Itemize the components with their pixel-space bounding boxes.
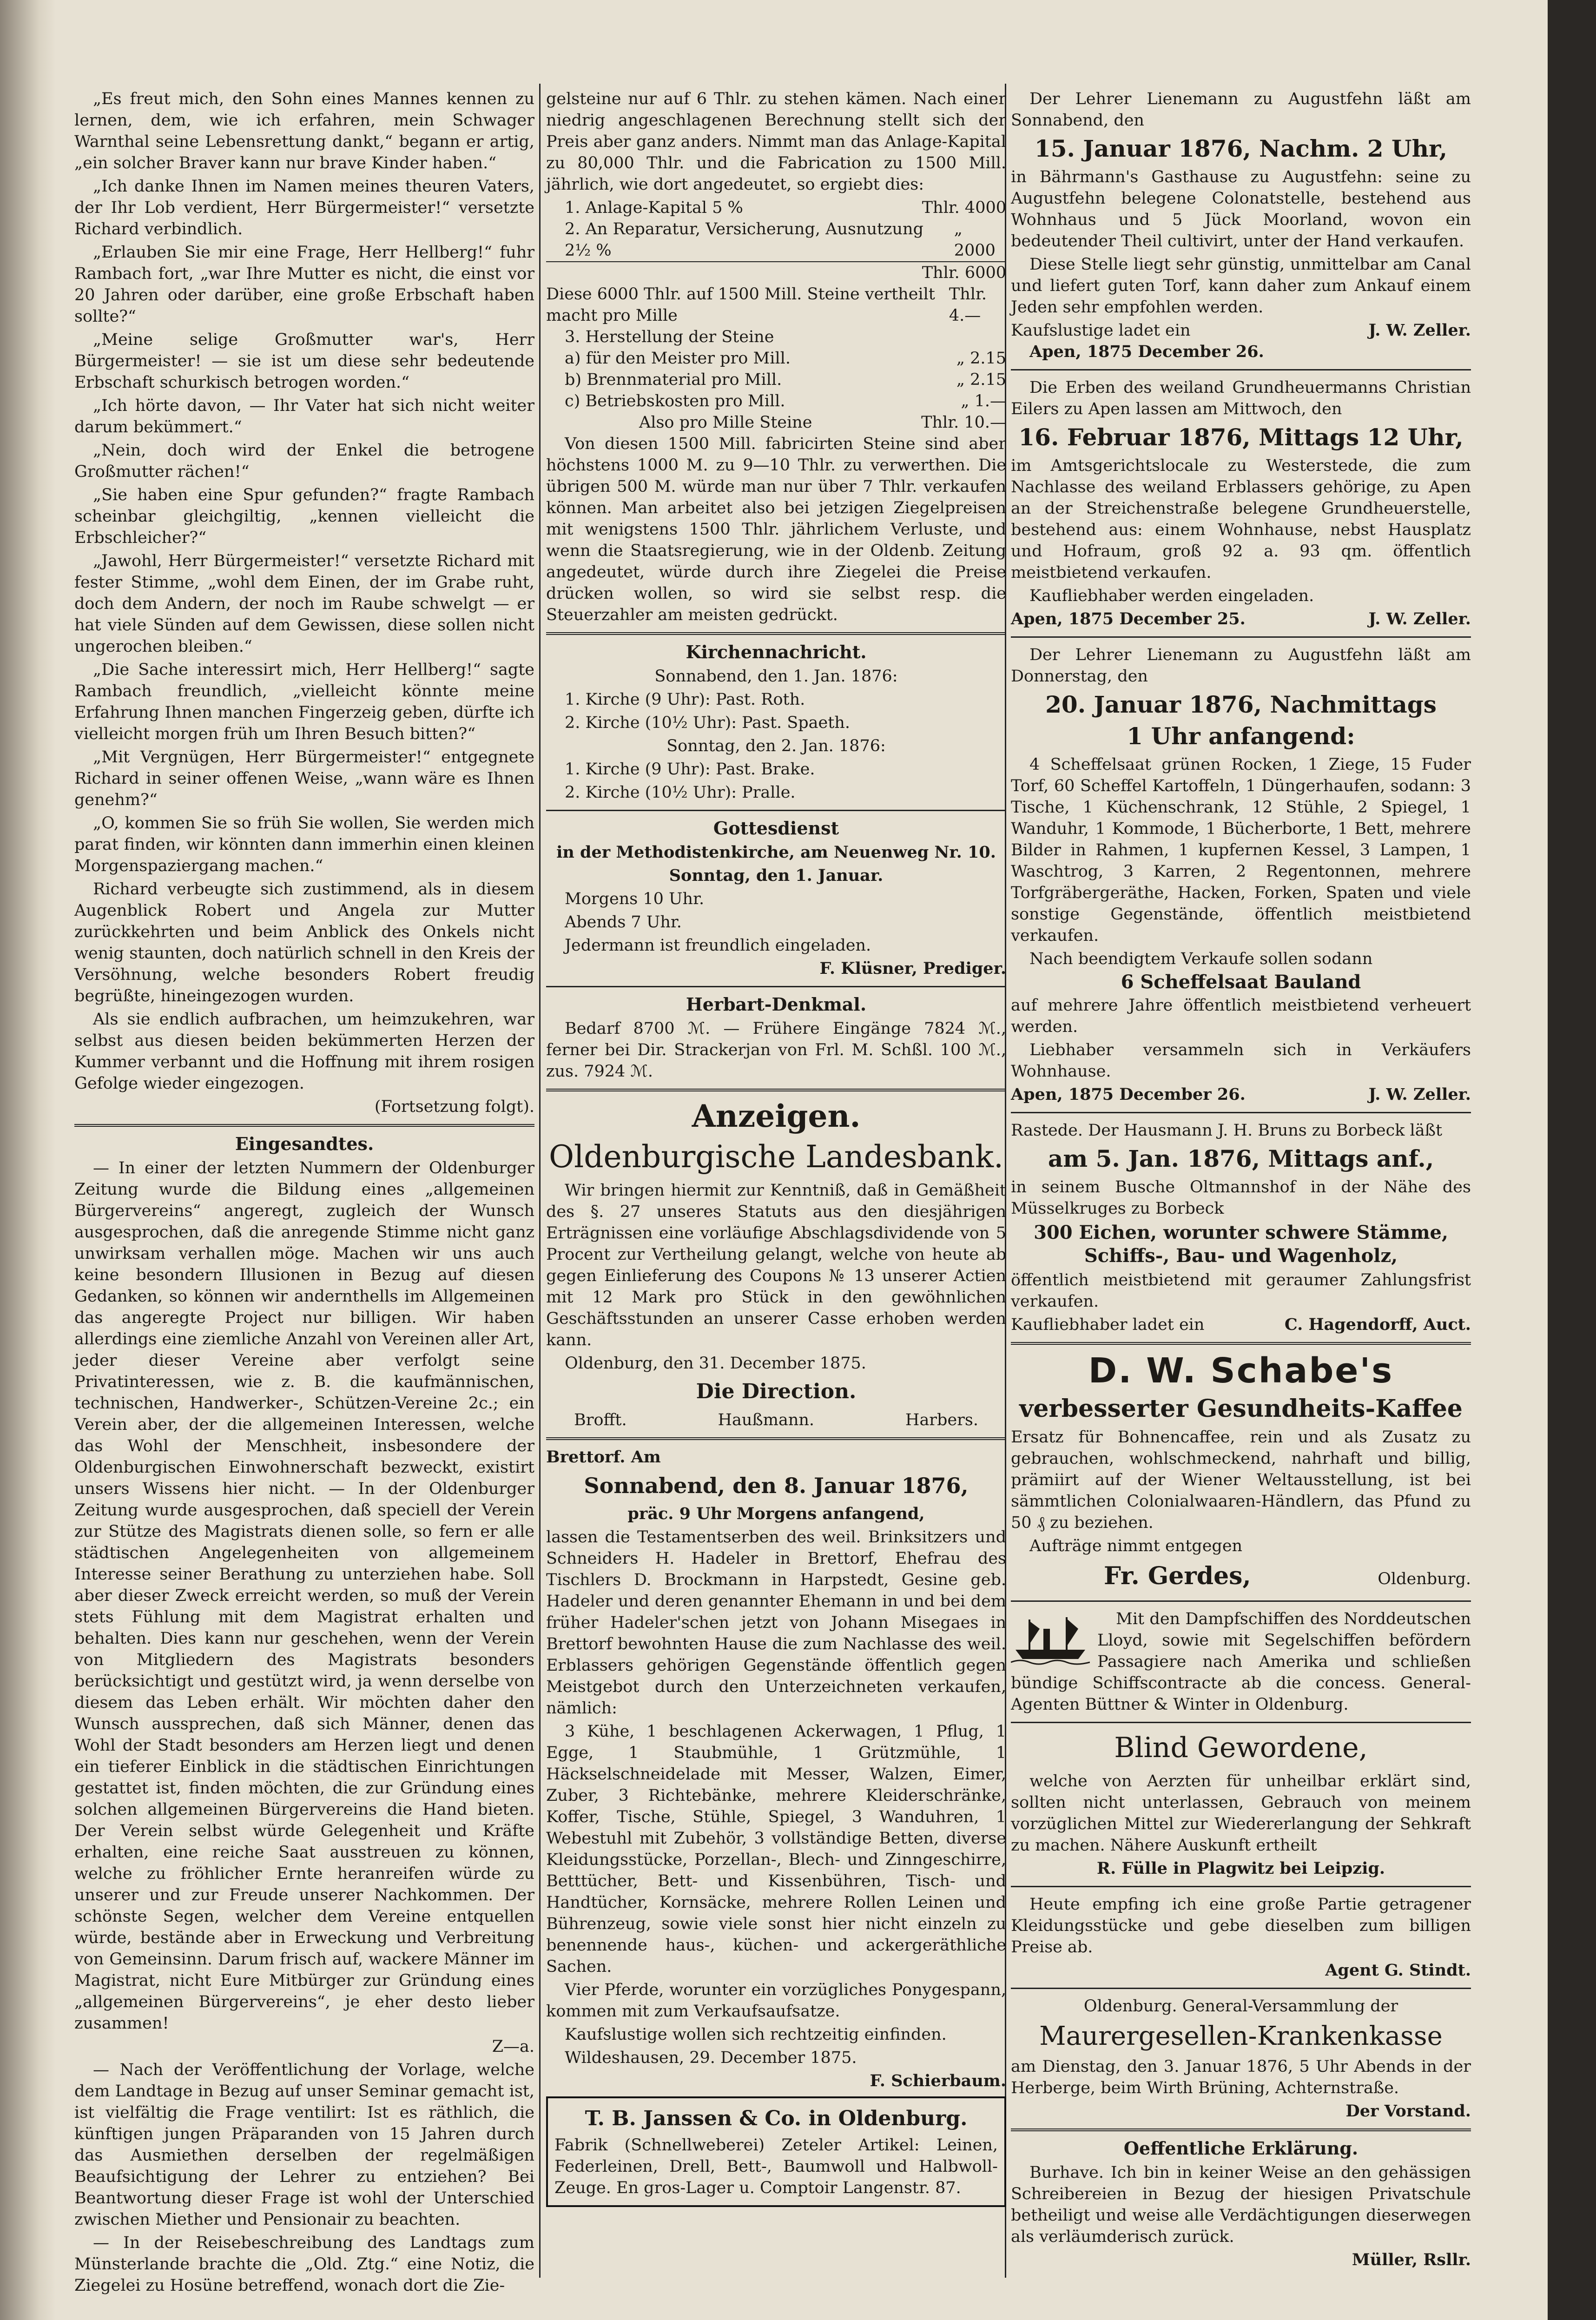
signature-label: Kaufliebhaber ladet ein (1011, 1315, 1205, 1334)
story-paragraph: „Die Sache interessirt mich, Herr Hellberg!“ sagte Rambach freundlich, „vielleicht könnte meine Erfahrung Ihnen manchen Fingerzeig geben, dürfte ich vielleicht morgen früh um Ihren Besuch bitten?“ (74, 661, 534, 743)
schabe-text: Ersatz für Bohnencaffee, rein und als Zusatz zu gebrauchen, wohlschmeckend, nahrhaft und billig, prämiirt auf der Wiener Weltausstellung, ist bei sämmtlichen Colonialwaaren-Händlern, das Pfund zu 50 ₰ zu beziehen. (1011, 1428, 1471, 1532)
rastede-head: Rastede. Der Hausmann J. H. Bruns zu Borbeck läßt (1011, 1121, 1443, 1140)
calc-row (546, 348, 1006, 369)
calc-row (546, 412, 1006, 433)
gottesdienst-line: Morgens 10 Uhr. (565, 890, 705, 908)
brettorf-items: 3 Kühe, 1 beschlagenen Ackerwagen, 1 Pflug, 1 Egge, 1 Staubmühle, 1 Grützmühle, 1 Häckselschneidelade mit Messer, Walzen, Eimer, Zuber, 3 Richtebänke, mehrere Kleiderschränke, Koffer, Tische, Stühle, Spiegel, 3 Wanduhren, 1 Webestuhl mit Zubehör, 3 vollständige Betten, diverse Kleidungsstücke, Porzellan-, Blech- und Zinngeschirre, Betttücher, Bett- und Kissenbühren, Tisch- und Handtücher, Kornsäcke, mehrere Rollen Leinen und Bührenzeug, sowie viele sonst hier nicht einzeln zu benennende haus-, küchen- und ackergeräthliche Sachen. (546, 1722, 1006, 1976)
lienemann2-items: 4 Scheffelsaat grünen Rocken, 1 Ziege, 15 Fuder Torf, 60 Scheffel Kartoffeln, 1 Düngerhaufen, sodann: 3 Tische, 1 Küchenschrank, 12 Stühle, 2 Spiegel, 1 Wanduhr, 1 Kommode, 1 Bücherborte, 1 Bett, mehrere Bilder in Rahmen, 1 kupfernen Kessel, 3 Lampen, 1 Waschtrog, 3 Karren, 2 Regentonnen, mehrere Torfgräbergeräthe, Hacken, Forken, Spaten und viele sonstige Gegenstände, öffentlich meistbietend verkaufen. (1011, 755, 1471, 945)
story-paragraph: „Erlauben Sie mir eine Frage, Herr Hellberg!“ fuhr Rambach fort, „war Ihre Mutter es nicht, die einst vor 20 Jahren oder darüber, eine große Erbschaft haben sollte?“ (74, 243, 534, 326)
signature-name: C. Hagendorff, Auct. (1284, 1315, 1471, 1334)
story-paragraph: Als sie endlich aufbrachen, um heimzukehren, war selbst aus diesen beiden bekümmerten Herzen der Kummer verbannt und die Hoffnung mit ihrem rosigen Gefolge wieder eingezogen. (74, 1010, 534, 1093)
story-paragraph: „O, kommen Sie so früh Sie wollen, Sie werden mich parat finden, wir könnten dann immerhin einen kleinen Morgenspaziergang machen.“ (74, 814, 534, 875)
signatory-name: Harbers. (905, 1411, 978, 1429)
gottesdienst-signature: F. Klüsner, Prediger. (819, 959, 1006, 978)
calc-label: 2. An Reparatur, Versicherung, Ausnutzung 2½ % (565, 220, 923, 260)
gerdes-row (1011, 1559, 1471, 1594)
brettorf-text: lassen die Testamentserben des weil. Brinksitzers und Schneiders H. Hadeler in Brettorf, Ehefrau des Tischlers D. Brockmann in Harpstedt, Gesine geb. Hadeler und deren genannter Ehemann in und bei dem früher Hadeler'schen jetzt von Johann Misegaes in Brettorf bewohnten Hause die zum Nachlasse des weil. Erblassers gehörigen Gegenstände öffentlich gegen Meistgebot durch den Unterzeichneten verkaufen, nämlich: (546, 1528, 1006, 1718)
calc-value: Thlr. 10.— (921, 413, 1006, 432)
eilers-signature-row (1011, 608, 1471, 630)
section-rule (1011, 1112, 1471, 1113)
section-rule (546, 1437, 1006, 1440)
calc-row (546, 197, 1006, 218)
gottesdienst-place: in der Methodistenkirche, am Neuenweg Nr. 10. (556, 843, 996, 862)
signatory-name: Haußmann. (718, 1411, 815, 1429)
lienemann2-meet: Liebhaber versammeln sich in Verkäufers Wohnhause. (1011, 1041, 1471, 1081)
story-paragraph: „Mit Vergnügen, Herr Bürgermeister!“ entgegnete Richard in seiner offenen Weise, „wann wäre es Ihnen genehm?“ (74, 748, 534, 809)
rastede-text: öffentlich meistbietend mit geraumer Zahlungsfrist verkaufen. (1011, 1271, 1471, 1311)
calc-label: 1. Anlage-Kapital 5 % (565, 198, 743, 217)
erklaerung-signature: Müller, Rsllr. (1352, 2250, 1471, 2269)
landesbank-title: Oldenburgische Landesbank. (548, 1139, 1003, 1175)
gottesdienst-heading: Gottesdienst (713, 818, 839, 839)
lienemann-date: 15. Januar 1876, Nachm. 2 Uhr, (1034, 135, 1448, 162)
signature-label: Kaufslustige ladet ein (1011, 321, 1191, 340)
herbart-text: Bedarf 8700 ℳ. — Frühere Eingänge 7824 ℳ., ferner bei Dir. Strackerjan von Frl. M. Schßl. 100 ℳ., zus. 7924 ℳ. (546, 1019, 1006, 1081)
eingesandtes-paragraph: — In der Reisebeschreibung des Landtags zum Münsterlande brachte die „Old. Ztg.“ eine Notiz, die Ziegelei zu Hosüne betreffend, wonach dort die Zie- (74, 2234, 534, 2295)
janssen-title: T. B. Janssen & Co. in Oldenburg. (585, 2107, 968, 2130)
gerdes-name: Fr. Gerdes, (1104, 1562, 1251, 1590)
story-paragraph: „Nein, doch wird der Enkel die betrogene Großmutter rächen!“ (74, 441, 534, 481)
calc-row (546, 218, 1006, 261)
church-line: 1. Kirche (9 Uhr): Past. Roth. (565, 690, 805, 709)
calc-label: Diese 6000 Thlr. auf 1500 Mill. Steine vertheilt macht pro Mille (546, 285, 935, 325)
signatory-name: Brofft. (574, 1411, 627, 1429)
stindt-text: Heute empfing ich eine große Partie getragener Kleidungsstücke und gebe dieselben zum billigen Preise ab. (1011, 1895, 1471, 1956)
eingesandtes-paragraph: — Nach der Veröffentlichung der Vorlage, welche dem Landtage in Bezug auf unser Seminar gemacht ist, ist vielfältig die Frage ventilirt: Ist es räthlich, die künftigen jungen Präparanden von 15 Jahren durch das Ausmiethen derselben der regelmäßigen Beaufsichtigung der Lehrer zu entziehen? Bei Beantwortung dieser Frage ist wohl der Unterschied zwischen Miether und Pensionair zu beachten. (74, 2061, 534, 2229)
section-rule (1011, 1988, 1471, 1989)
calc-row (546, 284, 1006, 326)
column-rule (539, 84, 541, 2278)
gottesdienst-line: Jedermann ist freundlich eingeladen. (565, 936, 871, 955)
page-fold-shadow (0, 0, 56, 2320)
lienemann-place: Apen, 1875 December 26. (1029, 342, 1264, 361)
kirchennachricht-heading: Kirchennachricht. (686, 641, 867, 662)
gerdes-place: Oldenburg. (1378, 1570, 1471, 1588)
calc-label: Also pro Mille Steine (639, 413, 812, 432)
calc-label: 3. Herstellung der Steine (565, 328, 774, 346)
lienemann2-after: Nach beendigtem Verkaufe sollen sodann (1029, 950, 1373, 968)
lienemann2-date: 20. Januar 1876, Nachmittags (1045, 691, 1437, 718)
rastede-items: 300 Eichen, worunter schwere Stämme, Schiffs-, Bau- und Wagenholz, (1034, 1222, 1448, 1267)
eingesandtes-paragraph: — In einer der letzten Nummern der Oldenburger Zeitung wurde die Bildung eines „allgemeinen Bürgervereins“ angeregt, zugleich der Wunsch ausgesprochen, daß die anregende Stimme nicht ganz unwirksam verhallen möge. Machen wir uns auch keine besondern Illusionen in Bezug auf diesen Gedanken, so können wir andernthells im Allgemeinen das angeregte Project nur billigen. Wir haben allerdings eine ziemliche Anzahl von Vereinen aller Art, jeder dieser Vereine aber verfolgt seine Privatinteressen, wie z. B. die kaufmännischen, technischen, Handwerker-, Schützen-Vereine 2c.; ein Verein aber, der die allgemeinen Interessen, welche das Wohl der Menschheit, insbesondere der Oldenburgischen Einwohnerschaft bezweckt, existirt unsers Wissens hier nicht. — In der Oldenburger Zeitung wurde ausgesprochen, daß speciell der Verein zur Stütze des Magistrats dienen solle, so fern er alle städtischen Angelegenheiten von allgemeinem Interesse seiner Berathung zu unterziehen habe. Soll aber dieser Zweck erreicht werden, so muß der Verein stets Fühlung mit dem Magistrat erhalten und behalten. Dies kann nur geschehen, wenn der Verein von Mitgliedern des Magistrats besonders berücksichtigt und gestützt wird, ja wenn derselbe von diesem das Leben erhält. Wir möchten daher den Wunsch aussprechen, daß sich Männer, denen das Wohl der Stadt besonders am Herzen liegt und denen ein tieferer Einblick in die städtischen Einrichtungen gestattet ist, finden möchten, die zur Gründung eines solchen allgemeinen Bürgervereins die Hand bieten. Der Verein selbst würde Gelegenheit und Kräfte erhalten, eine reiche Saat ausstreuen zu können, welche zu fröhlicher Ernte heranreifen würde zu unserer und zur Freude unserer Nachkommen. Der schönste Segen, welcher dem Vereine entquellen würde, bestände aber in Erweckung und Verbreitung von Gemeinsinn. Darum frisch auf, wackere Männer im Magistrat, nicht Eure Mitbürger zur Gründung eines „allgemeinen Bürgervereins“, je eher desto lieber zusammen! (74, 1159, 534, 2033)
book-edge (1548, 0, 1596, 2320)
calc-value: „ 2.15 (956, 349, 1006, 368)
section-rule (1011, 1722, 1471, 1723)
lienemann2-head: Der Lehrer Lienemann zu Augustfehn läßt am Donnerstag, den (1011, 646, 1471, 686)
calc-value: Thlr. 4.— (949, 285, 987, 325)
church-line: 2. Kirche (10½ Uhr): Pralle. (565, 783, 796, 802)
story-paragraph: „Jawohl, Herr Bürgermeister!“ versetzte Richard mit fester Stimme, „wohl dem Einen, der im Grabe ruht, doch dem Andern, der noch im Raube schwelgt — er hat viele Sünden auf dem Gewissen, diese sollen nicht ungerochen bleiben.“ (74, 552, 534, 656)
section-rule (1011, 636, 1471, 638)
maurer-title: Maurergesellen-Krankenkasse (1039, 2021, 1443, 2051)
brettorf-horses: Vier Pferde, worunter ein vorzügliches Ponygespann, kommen mit zum Verkaufsaufsatze. (546, 1981, 1006, 2021)
calc-label: b) Brennmaterial pro Mill. (565, 370, 782, 389)
column-2 (546, 88, 1006, 2212)
calc-row (546, 261, 1006, 284)
ziegelei-text: gelsteine nur auf 6 Thlr. zu stehen kämen. Nach einer niedrig angeschlagenen Berechnung stellt sich der Preis aber ganz anders. Nimmt man das Anlage-Kapital zu 80,000 Thlr. und die Fabrication zu 1500 Mill. jährlich, wie dort angedeutet, so ergiebt dies: (546, 90, 1006, 194)
rastede-text: in seinem Busche Oltmannshof in der Nähe des Müsselkruges zu Borbeck (1011, 1178, 1471, 1218)
lienemann2-time: 1 Uhr anfangend: (1127, 722, 1355, 750)
landesbank-names (546, 1409, 1006, 1431)
eilers-text: Die Erben des weiland Grundheuermanns Christian Eilers zu Apen lassen am Mittwoch, den (1011, 378, 1471, 418)
signature-name: J. W. Zeller. (1368, 609, 1471, 628)
calculation-table (546, 197, 1006, 433)
church-line: Sonntag, den 2. Jan. 1876: (666, 737, 886, 755)
calc-value: „ 2.15 (956, 370, 1006, 389)
calc-row (546, 326, 1006, 348)
signature-name: J. W. Zeller. (1368, 321, 1471, 340)
gerdes-pre: Aufträge nimmt entgegen (1029, 1537, 1243, 1555)
janssen-text: Fabrik (Schnellweberei) Zeteler Artikel: Leinen, Federleinen, Drell, Bett-, Baumwoll und Halbwoll-Zeuge. En gros-Lager u. Comptoir Langenstr. 87. (554, 2136, 998, 2197)
section-rule (1011, 1600, 1471, 1602)
janssen-advert (546, 2096, 1006, 2207)
story-paragraph: „Meine selige Großmutter war's, Herr Bürgermeister! — sie ist um diese sehr bedeutende Erbschaft schurkisch betrogen worden.“ (74, 330, 534, 392)
serial-story (74, 88, 534, 1117)
section-rule (1011, 1342, 1471, 1345)
calc-value: Thlr. 4000 (922, 198, 1006, 217)
lienemann-signature-row (1011, 320, 1471, 341)
eilers-close: Kaufliebhaber werden eingeladen. (1029, 587, 1314, 605)
gottesdienst-date: Sonntag, den 1. Januar. (669, 866, 884, 885)
church-line: 2. Kirche (10½ Uhr): Past. Spaeth. (565, 714, 850, 732)
stindt-signature: Agent G. Stindt. (1325, 1961, 1471, 1980)
church-line: Sonnabend, den 1. Jan. 1876: (654, 667, 898, 686)
gottesdienst-line: Abends 7 Uhr. (565, 913, 682, 932)
calc-label: c) Betriebskosten pro Mill. (565, 392, 785, 410)
section-rule (546, 986, 1006, 987)
section-rule (1011, 2128, 1471, 2131)
story-continuation: (Fortsetzung folgt). (374, 1097, 534, 1116)
lienemann-text: in Bährmann's Gasthause zu Augustfehn: seine zu Augustfehn belegene Colonatstelle, bestehend aus Wohnhaus und 5 Jück Moorland, wovon ein bedeutender Theil cultivirt, unter der Hand verkaufen. (1011, 168, 1471, 251)
brettorf-place: Wildeshausen, 29. December 1875. (565, 2049, 857, 2067)
eingesandtes-signature: Z—a. (492, 2037, 534, 2056)
signature-name: J. W. Zeller. (1368, 1085, 1471, 1104)
section-rule (74, 1124, 534, 1127)
blind-title: Blind Gewordene, (1114, 1732, 1368, 1764)
lienemann2-signature-row (1011, 1084, 1471, 1105)
story-paragraph: „Es freut mich, den Sohn eines Mannes kennen zu lernen, dem, wie ich erfahren, mein Schwager Warnthal seine Lebensrettung dankt,“ begann er artig, „ein solcher Braver kann nur brave Kinder haben.“ (74, 90, 534, 172)
erklaerung-heading: Oeffentliche Erklärung. (1123, 2138, 1359, 2159)
calc-value: Thlr. 6000 (922, 264, 1006, 282)
brettorf-date: Sonnabend, den 8. Januar 1876, (584, 1473, 969, 1498)
eilers-date: 16. Februar 1876, Mittags 12 Uhr, (1018, 423, 1464, 451)
lienemann2-saat-text: auf mehrere Jahre öffentlich meistbietend verheuert werden. (1011, 996, 1471, 1036)
maurer-head: Oldenburg. General-Versammlung der (1083, 1997, 1398, 2016)
landesbank-text: Wir bringen hiermit zur Kenntniß, daß in Gemäßheit des §. 27 unseres Statuts aus den diesjährigen Erträgnissen eine vorläufige Abschlagsdividende von 5 Procent zur Vertheilung gelangt, welche von heute ab gegen Einlieferung des Coupons № 13 unserer Actien mit 12 Mark pro Stück in den gewöhnlichen Geschäftsstunden an unserer Casse erhoben werden kann. (546, 1181, 1006, 1349)
church-line: 1. Kirche (9 Uhr): Past. Brake. (565, 760, 815, 779)
brettorf-head: Brettorf. Am (546, 1448, 661, 1467)
eilers-text: im Amtsgerichtslocale zu Westerstede, die zum Nachlasse des weiland Erblassers gehörige, zu Apen an der Streichenstraße belegene Grundheuerstelle, bestehend aus: einem Wohnhause, nebst Hausplatz und Hofraum, groß 92 a. 93 qm. öffentlich meistbietend verkaufen. (1011, 456, 1471, 582)
story-paragraph: „Sie haben eine Spur gefunden?“ fragte Rambach scheinbar gleichgiltig, „kennen vielleicht die Erbschleicher?“ (74, 486, 534, 547)
story-paragraph: Richard verbeugte sich zustimmend, als in diesem Augenblick Robert und Angela zur Mutter zurückkehrten und beim Anblick des Onkels nicht wenig staunten, doch natürlich schnell in den Kreis der Versöhnung, welche besonders Robert freudig begrüßte, hineingezogen wurden. (74, 880, 534, 1005)
section-rule (546, 632, 1006, 635)
landesbank-direction: Die Direction. (696, 1380, 857, 1403)
section-rule (1011, 369, 1471, 370)
lienemann-text: Diese Stelle liegt sehr günstig, unmittelbar am Canal und liefert guten Torf, kann daher zum Ankauf einem Jeden sehr empfohlen werden. (1011, 255, 1471, 317)
ziegelei-conclusion: Von diesen 1500 Mill. fabricirten Steine sind aber höchstens 1000 M. zu 9—10 Thlr. zu verwerthen. Die übrigen 500 M. würde man nur über 7 Thlr. verkaufen können. Man arbeitet also bei jetzigen Ziegelpreisen mit wenigstens 1500 Thlr. jährlichem Verluste, und wenn die Staatsregierung, wie in der Oldenb. Zeitung angedeutet, würde durch ihre Ziegelei die Preise drücken wollen, so wird sie selbst resp. die Steuerzahler am meisten gedrückt. (546, 435, 1006, 624)
signature-place: Apen, 1875 December 26. (1011, 1085, 1246, 1104)
calc-label: a) für den Meister pro Mill. (565, 349, 791, 368)
calc-row (546, 390, 1006, 412)
eingesandtes-heading: Eingesandtes. (235, 1133, 374, 1154)
erklaerung-text: Burhave. Ich bin in keiner Weise an den gehässigen Schreibereien in Bezug der hiesigen Privatschule betheiligt und weise alle Verdächtigungen dieserwegen als verläumderisch zurück. (1011, 2163, 1471, 2246)
herbart-heading: Herbart-Denkmal. (686, 994, 867, 1015)
rastede-signature-row (1011, 1314, 1471, 1335)
rastede-date: am 5. Jan. 1876, Mittags anf., (1048, 1145, 1434, 1172)
brettorf-signature: F. Schierbaum. (870, 2071, 1006, 2090)
calc-value: „ 1.— (961, 392, 1006, 410)
story-paragraph: „Ich hörte davon, — Ihr Vater hat sich nicht weiter darum bekümmert.“ (74, 397, 534, 436)
anzeigen-heading: Anzeigen. (692, 1098, 861, 1134)
section-rule (546, 810, 1006, 811)
lienemann2-saat: 6 Scheffelsaat Bauland (1121, 971, 1361, 993)
lienemann-head: Der Lehrer Lienemann zu Augustfehn läßt am Sonnabend, den (1011, 90, 1471, 130)
brettorf-close: Kaufslustige wollen sich rechtzeitig einfinden. (565, 2025, 947, 2044)
calc-row (546, 369, 1006, 390)
blind-signature: R. Fülle in Plagwitz bei Leipzig. (1096, 1859, 1385, 1878)
schabe-subtitle: verbesserter Gesundheits-Kaffee (1019, 1395, 1463, 1423)
maurer-signature: Der Vorstand. (1345, 2102, 1471, 2121)
lloyd-text: Mit den Dampfschiffen des Norddeutschen Lloyd, sowie mit Segelschiffen befördern Passagiere nach Amerika und schließen bündige Schiffscontracte ab die concess. General-Agenten Büttner & Winter in Oldenburg. (1011, 1610, 1471, 1714)
signature-place: Apen, 1875 December 25. (1011, 609, 1246, 628)
landesbank-date: Oldenburg, den 31. December 1875. (565, 1354, 866, 1373)
column-1 (74, 88, 534, 2298)
section-rule (1011, 1886, 1471, 1887)
column-3 (1011, 88, 1471, 2273)
steamship-icon (1011, 1610, 1090, 1666)
section-rule (546, 1089, 1006, 1091)
calc-value: „ 2000 (954, 220, 996, 260)
schabe-title: D. W. Schabe's (1088, 1351, 1394, 1391)
maurer-text: am Dienstag, den 3. Januar 1876, 5 Uhr Abends in der Herberge, beim Wirth Brüning, Achternstraße. (1011, 2057, 1471, 2097)
story-paragraph: „Ich danke Ihnen im Namen meines theuren Vaters, der Ihr Lob verdient, Herr Bürgermeister!“ versetzte Richard verbindlich. (74, 177, 534, 238)
lloyd-advert (1011, 1608, 1471, 1715)
brettorf-time: präc. 9 Uhr Morgens anfangend, (627, 1504, 925, 1523)
blind-text: welche von Aerzten für unheilbar erklärt sind, sollten nicht unterlassen, Gebrauch von meinem vorzüglichen Mittel zur Wiedererlangung der Sehkraft zu machen. Nähere Auskunft ertheilt (1011, 1772, 1471, 1855)
